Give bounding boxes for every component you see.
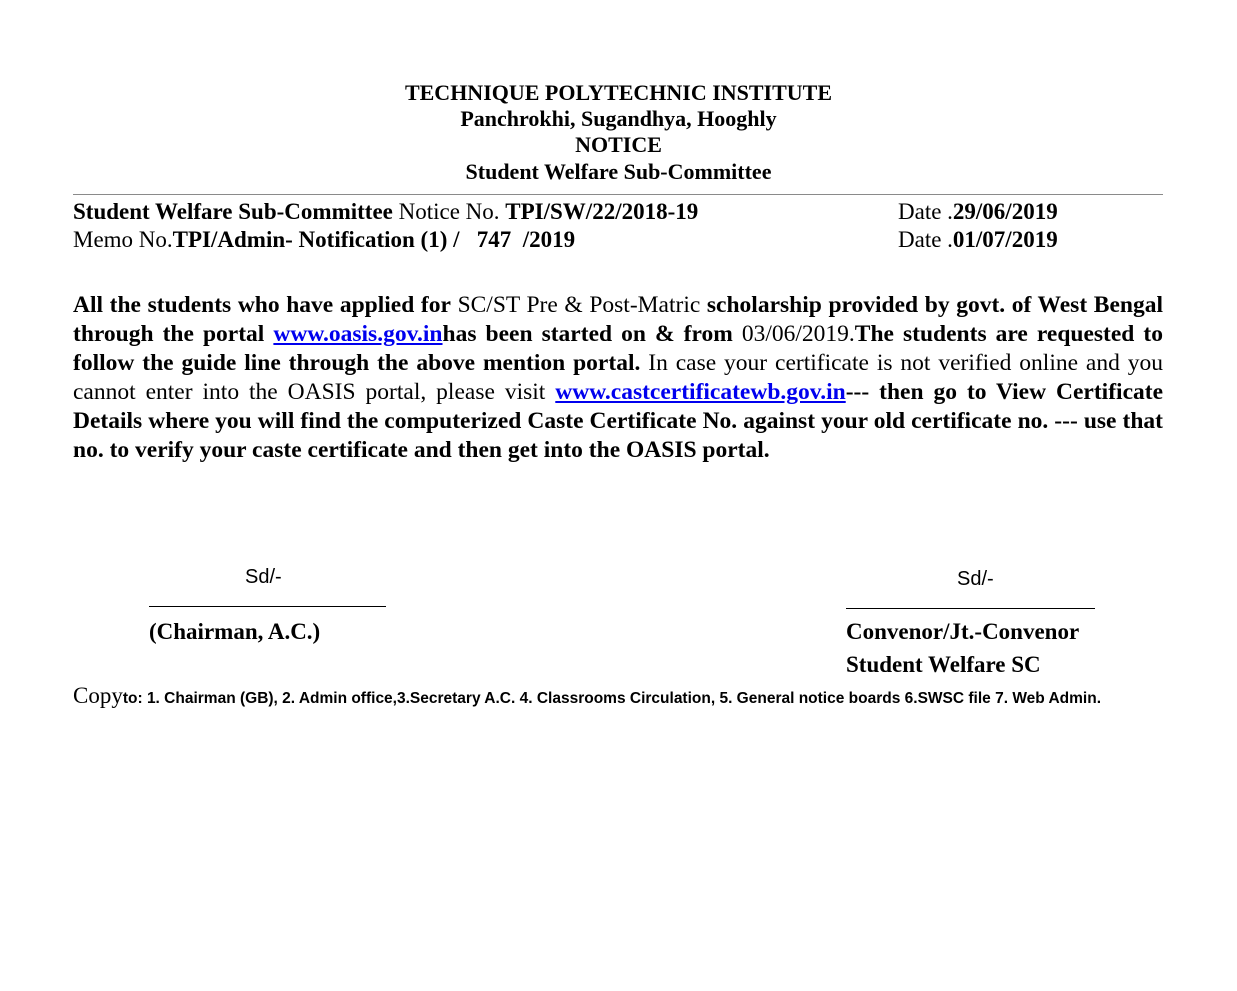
body-segment-1: All the students who have applied for xyxy=(73,292,451,318)
notice-date-line xyxy=(898,198,1058,226)
caste-certificate-link[interactable]: www.castcertificatewb.gov.in xyxy=(555,379,846,405)
convenor-committee: Student Welfare SC xyxy=(846,652,1041,677)
memo-number-line xyxy=(73,226,575,254)
notice-no-value: TPI/SW/22/2018-19 xyxy=(505,199,699,224)
body-segment-8: --- then go to View Certificate Details where you will find the computerized Caste Certificate No. against your old certificate no. --- use that no. to verify your caste certificate and then get into the OASIS portal. xyxy=(73,379,1164,463)
memo-no-value: TPI/Admin- Notification (1) / 747 /2019 xyxy=(172,227,576,252)
body-segment-2: SC/ST Pre & Post-Matric xyxy=(450,292,707,318)
body-segment-5: 03/06/2019. xyxy=(732,321,855,347)
committee-heading: Student Welfare Sub-Committee xyxy=(465,159,772,184)
convenor-title: Convenor/Jt.-Convenor xyxy=(846,619,1080,644)
header-divider xyxy=(73,194,1163,195)
body-segment-3: scholarship provided by govt. of West Bengal through the portal xyxy=(73,292,1163,347)
notice-body xyxy=(73,291,1163,465)
memo-label: Memo No. xyxy=(73,227,173,252)
chairman-title: (Chairman, A.C.) xyxy=(149,619,321,644)
memo-date-line xyxy=(898,226,1058,254)
chairman-signature-line xyxy=(149,606,386,607)
committee-label: Student Welfare Sub-Committee xyxy=(73,199,393,224)
notice-date-value: 29/06/2019 xyxy=(952,199,1058,224)
convenor-signature-mark: Sd/- xyxy=(957,568,994,590)
notice-date-label: Date . xyxy=(898,199,953,224)
notice-heading: NOTICE xyxy=(575,132,662,157)
copy-lead: Copy xyxy=(73,683,123,708)
memo-date-value: 01/07/2019 xyxy=(952,227,1058,252)
memo-date-label: Date . xyxy=(898,227,953,252)
notice-number-line xyxy=(73,198,698,226)
institute-address: Panchrokhi, Sugandhya, Hooghly xyxy=(460,106,777,131)
copy-to-list xyxy=(73,683,1163,711)
convenor-signature-line xyxy=(846,608,1095,609)
institute-name: TECHNIQUE POLYTECHNIC INSTITUTE xyxy=(404,80,833,105)
body-segment-7: In case your certificate is not verified online and you cannot enter into the OASIS portal, please visit xyxy=(73,350,1163,405)
oasis-portal-link[interactable]: www.oasis.gov.in xyxy=(273,321,443,347)
chairman-signature-mark: Sd/- xyxy=(245,566,282,588)
notice-no-label: Notice No. xyxy=(392,199,506,224)
body-segment-4: has been started on & from xyxy=(442,321,733,347)
copy-recipients: to: 1. Chairman (GB), 2. Admin office,3.Secretary A.C. 4. Classrooms Circulation, 5. General notice boards 6.SWSC file 7. Web Admin. xyxy=(122,690,1102,707)
body-segment-6: The students are requested to follow the guide line through the above mention portal. xyxy=(73,321,1163,376)
